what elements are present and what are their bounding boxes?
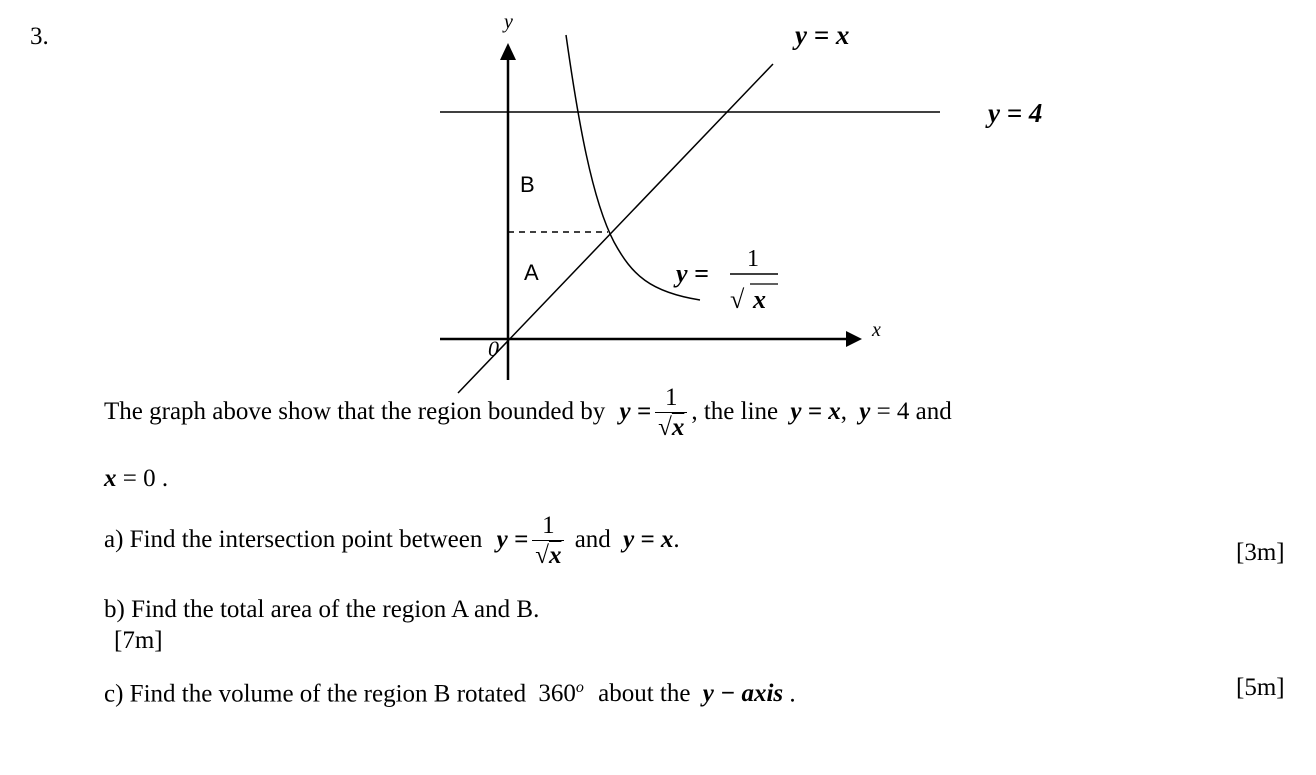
origin-label: 0: [488, 336, 499, 361]
curve-label-num: 1: [747, 246, 759, 272]
intro-frac-num: 1: [664, 384, 678, 411]
part-a: [104, 512, 680, 571]
part-a-mid: and: [574, 526, 611, 554]
part-c: [104, 673, 796, 709]
part-a-sqrt-icon: √: [535, 542, 549, 569]
part-c-prefix: c) Find the volume of the region B rotated: [104, 680, 527, 708]
curve-label-den: x: [753, 285, 766, 314]
part-c-angle: 360: [538, 680, 576, 708]
part-c-mid: about the: [598, 680, 691, 708]
x-axis-label: x: [872, 319, 881, 341]
intro-line-1: [104, 384, 952, 443]
intro-eq-3-rest: = 0 .: [122, 465, 169, 492]
diagonal-line: [458, 64, 773, 393]
horizontal-line-label: y = 4: [988, 98, 1043, 128]
intro-eq-3: x: [104, 465, 117, 492]
intro-frac-den: x: [671, 414, 685, 441]
part-a-prefix: a) Find the intersection point between: [104, 526, 483, 554]
intro-sqrt-icon: √: [658, 414, 672, 441]
part-b-marks: [7m]: [114, 627, 163, 654]
part-c-marks: [5m]: [1236, 674, 1285, 701]
intro-fraction: [655, 384, 687, 443]
part-c-end: .: [789, 680, 796, 708]
part-a-marks: [3m]: [1236, 539, 1285, 566]
intro-text-1: The graph above show that the region bounded by: [104, 398, 606, 426]
intro-line-2: [104, 464, 168, 494]
part-a-frac-den: x: [548, 542, 562, 569]
region-b-label: B: [520, 172, 535, 197]
intro-eq-2-rest: = 4 and: [876, 398, 952, 426]
question-number: 3.: [30, 23, 49, 50]
part-a-fraction: [532, 512, 564, 571]
y-axis-arrow: [500, 43, 516, 60]
line-label: y = x: [795, 20, 850, 50]
part-a-frac-num: 1: [542, 512, 555, 539]
curve-label-sqrt-icon: √: [730, 285, 745, 314]
intro-text-2: , the line: [691, 398, 779, 426]
part-c-degree: o: [575, 679, 584, 696]
region-a-label: A: [524, 260, 539, 285]
part-b-text: b) Find the total area of the region A and B.: [104, 596, 540, 623]
intro-eq-1: y = x: [790, 398, 841, 426]
curve-label-lhs: y =: [676, 259, 709, 288]
y-axis-label: y: [504, 11, 513, 33]
part-a-end: .: [673, 526, 680, 554]
part-a-frac-lhs: y =: [496, 526, 529, 554]
intro-eq-2: y: [859, 398, 871, 426]
intro-frac-lhs: y =: [619, 398, 652, 426]
x-axis-arrow: [846, 331, 862, 347]
part-c-axis: y − axis: [702, 680, 784, 708]
part-a-eq: y = x: [623, 526, 674, 554]
intro-sep: ,: [840, 398, 847, 426]
